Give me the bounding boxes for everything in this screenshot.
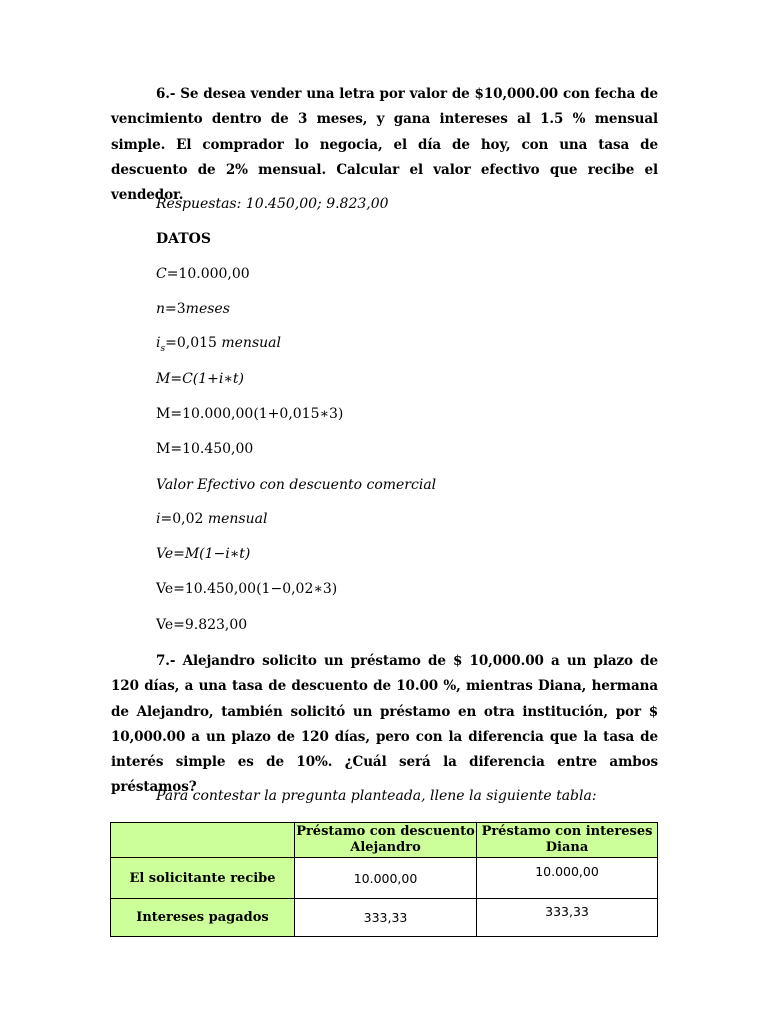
table-intro: Para contestar la pregunta planteada, llene la siguiente tabla:: [156, 788, 597, 804]
formula-ve-result: Ve=9.823,00: [156, 617, 248, 633]
problem-6-statement: [111, 82, 658, 208]
cell-alejandro-recibe: 10.000,00: [295, 858, 477, 899]
var-i: i: [156, 511, 161, 527]
problem-7-text: 7.- Alejandro solicito un préstamo de $ 10,000.00 a un plazo de 120 días, a una tasa de descuento de 10.00 %, mientras Diana, hermana de Alejandro, también solicitó un préstamo en otra institución, por $ 10,000.00 a un plazo de 120 días, pero con la diferencia que la tasa de interés simple es de 10%. ¿Cuál será la diferencia entre ambos préstamos?: [111, 653, 658, 796]
problem-7-statement: [111, 649, 658, 801]
unit-n: meses: [185, 301, 230, 317]
val-c: =10.000,00: [166, 266, 250, 282]
formula-is: [156, 335, 281, 354]
cell-diana-recibe: 10.000,00: [477, 858, 658, 899]
cell-alejandro-intereses: 333,33: [295, 899, 477, 937]
formula-ve-substituted: Ve=10.450,00(1−0,02∗3): [156, 581, 338, 597]
ve-heading: Valor Efectivo con descuento comercial: [156, 477, 437, 493]
val-i: =0,02: [160, 511, 204, 527]
datos-heading: DATOS: [156, 231, 211, 247]
formula-ve: Ve=M(1−i∗t): [156, 546, 251, 562]
val-is: =0,015: [165, 335, 217, 351]
formula-m-result: M=10.450,00: [156, 441, 254, 457]
unit-is: mensual: [221, 335, 281, 351]
row-label: Intereses pagados: [111, 899, 295, 937]
var-c: C: [156, 266, 167, 282]
var-n: n: [156, 301, 166, 317]
val-n: =3: [165, 301, 186, 317]
formula-n: [156, 301, 230, 317]
formula-m-substituted: M=10.000,00(1+0,015∗3): [156, 406, 344, 422]
formula-m: M=C(1+i∗t): [156, 371, 244, 387]
unit-i: mensual: [207, 511, 268, 527]
table-header-row: [111, 823, 658, 858]
table-row: [111, 899, 658, 937]
formula-c: [156, 266, 250, 282]
problem-6-text: 6.- Se desea vender una letra por valor de $10,000.00 con fecha de vencimiento dentro de 3 meses, y gana intereses al 1.5 % mensual simple. El comprador lo negocia, el día de hoy, con una tasa de descuento de 2% mensual. Calcular el valor efectivo que recibe el vendedor.: [111, 86, 658, 204]
table-row: [111, 858, 658, 899]
row-label: El solicitante recibe: [111, 858, 295, 899]
sub-is: s: [160, 344, 166, 354]
header-alejandro: Préstamo con descuento Alejandro: [295, 823, 477, 858]
header-corner-cell: [111, 823, 295, 858]
answers-line: Respuestas: 10.450,00; 9.823,00: [156, 196, 389, 212]
header-diana: Préstamo con intereses Diana: [477, 823, 658, 858]
formula-i: [156, 511, 267, 527]
var-is: i: [156, 335, 161, 351]
cell-diana-intereses: 333,33: [477, 899, 658, 937]
comparison-table: [110, 822, 658, 937]
